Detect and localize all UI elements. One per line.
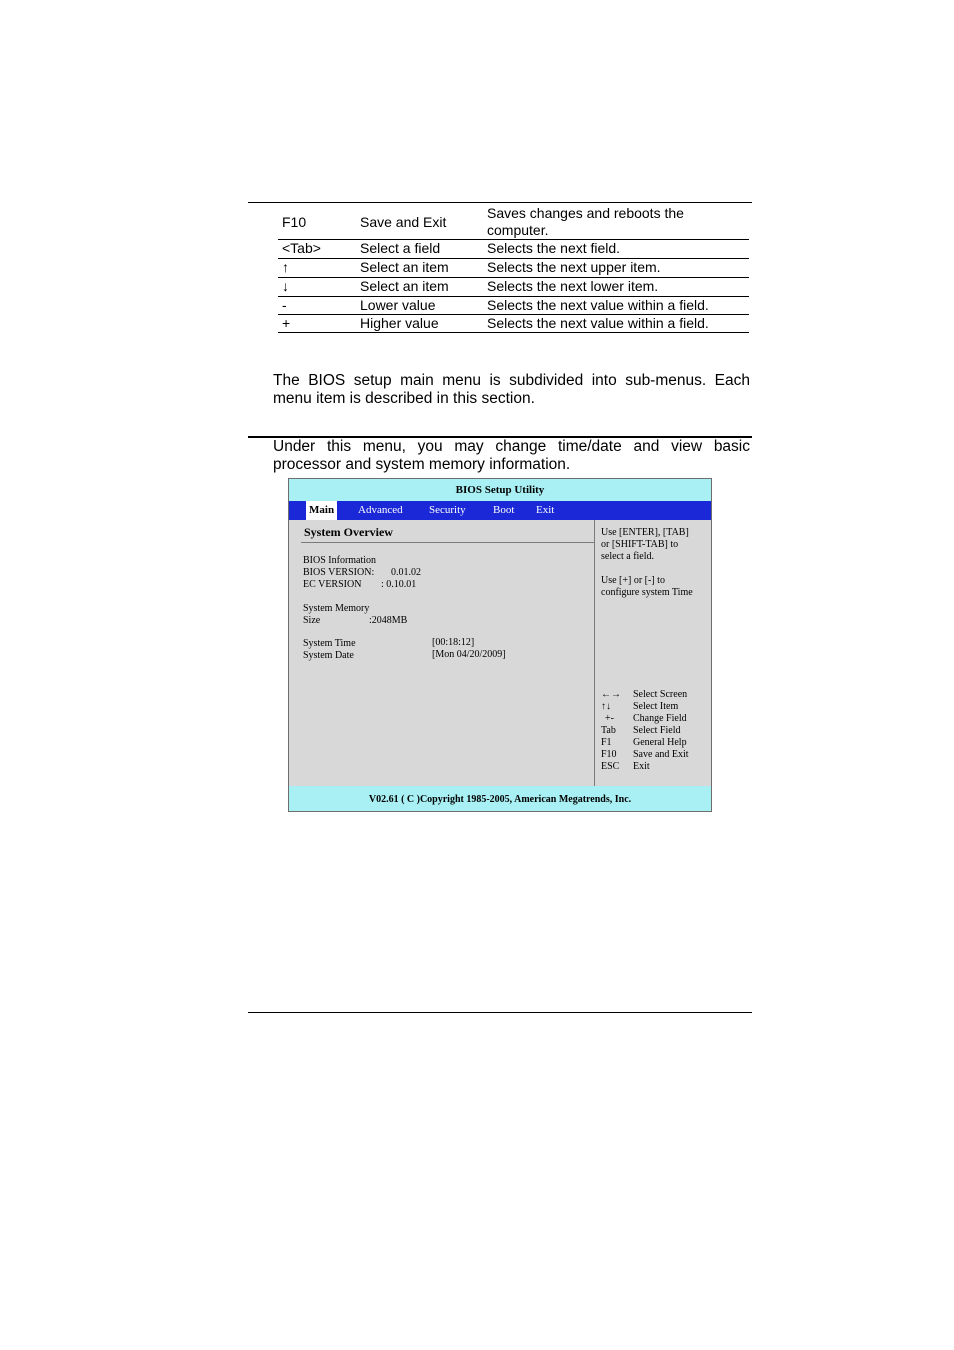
legend-desc: Select Item: [633, 701, 679, 712]
section-title: System Overview: [304, 525, 393, 539]
bios-menu-bar: [289, 501, 711, 520]
tab-boot[interactable]: Boot: [493, 504, 515, 516]
size-value: :2048MB: [369, 615, 408, 626]
main-line-2: processor and system memory information.: [273, 456, 571, 473]
legend-desc: General Help: [633, 737, 687, 748]
key-cell: +: [282, 315, 291, 331]
bios-screenshot: [288, 478, 712, 812]
help-line: Use [+] or [-] to: [601, 575, 665, 586]
description-cell: Selects the next lower item.: [487, 278, 659, 294]
help-line: or [SHIFT-TAB] to: [601, 539, 679, 550]
system-date-field[interactable]: [Mon 04/20/2009]: [432, 649, 506, 660]
description-cell: Selects the next value within a field.: [487, 315, 709, 331]
function-cell: Save and Exit: [360, 214, 447, 230]
description-cell: Selects the next field.: [487, 240, 621, 256]
function-cell: Select a field: [360, 240, 441, 256]
legend-desc: Save and Exit: [633, 749, 689, 760]
key-cell: <Tab>: [282, 240, 321, 256]
system-date-label: System Date: [303, 650, 354, 661]
down-arrow-icon: ↓: [282, 278, 289, 294]
bios-title: BIOS Setup Utility: [289, 479, 711, 501]
up-arrow-icon: ↑: [282, 259, 289, 275]
key-cell: -: [282, 297, 287, 313]
bottom-rule: [248, 1012, 752, 1013]
help-line: configure system Time: [601, 587, 693, 598]
section-divider: [301, 542, 594, 543]
table-row: [278, 259, 749, 278]
system-time-label: System Time: [303, 638, 356, 649]
description-cell: Selects the next value within a field.: [487, 297, 709, 313]
function-cell: Higher value: [360, 315, 439, 331]
key-table: [278, 203, 749, 333]
system-time-field[interactable]: [00:18:12]: [432, 637, 475, 648]
function-cell: Select an item: [360, 278, 449, 294]
function-cell: Select an item: [360, 259, 449, 275]
bios-main-pane: [289, 520, 594, 786]
plus-minus-icon: +-: [605, 713, 614, 724]
system-memory-label: System Memory: [303, 603, 370, 614]
tab-advanced[interactable]: Advanced: [358, 504, 403, 516]
left-right-arrow-icon: ←→: [601, 689, 621, 700]
main-line-1: Under this menu, you may change time/date and view basic: [273, 438, 750, 455]
table-row: [278, 240, 749, 259]
size-label: Size: [303, 615, 321, 626]
table-row: [278, 278, 749, 297]
table-row: [278, 297, 749, 314]
bios-version-value: 0.01.02: [391, 567, 421, 578]
tab-exit[interactable]: Exit: [536, 504, 555, 516]
bios-help-pane: [595, 520, 712, 786]
intro-paragraph: [273, 372, 750, 408]
description-cell: Saves changes and reboots the: [487, 205, 684, 221]
intro-line-1: The BIOS setup main menu is subdivided into sub-menus. Each: [273, 372, 750, 389]
help-line: select a field.: [601, 551, 655, 562]
legend-desc: Change Field: [633, 713, 687, 724]
up-down-arrow-icon: ↑↓: [601, 701, 611, 712]
legend-desc: Select Screen: [633, 689, 688, 700]
help-line: Use [ENTER], [TAB]: [601, 527, 689, 538]
bios-version-label: BIOS VERSION:: [303, 567, 375, 578]
tab-main[interactable]: Main: [306, 501, 337, 520]
function-cell: Lower value: [360, 297, 436, 313]
legend-key: F1: [601, 737, 612, 748]
bios-information-label: BIOS Information: [303, 555, 377, 566]
key-cell: F10: [282, 214, 307, 230]
ec-version-value: : 0.10.01: [381, 579, 417, 590]
legend-key: Tab: [601, 725, 616, 736]
tab-security[interactable]: Security: [429, 504, 466, 516]
table-row: [278, 314, 749, 333]
legend-key: F10: [601, 749, 617, 760]
description-cell: Selects the next upper item.: [487, 259, 661, 275]
legend-desc: Exit: [633, 761, 650, 772]
main-menu-paragraph: [273, 438, 750, 474]
intro-line-2: menu item is described in this section.: [273, 390, 535, 407]
bios-status-bar: V02.61 ( C )Copyright 1985-2005, American Megatrends, Inc.: [289, 786, 711, 812]
legend-desc: Select Field: [633, 725, 681, 736]
table-row: [278, 203, 749, 240]
ec-version-label: EC VERSION: [303, 579, 362, 590]
description-cell: computer.: [487, 222, 549, 238]
legend-key: ESC: [601, 761, 620, 772]
